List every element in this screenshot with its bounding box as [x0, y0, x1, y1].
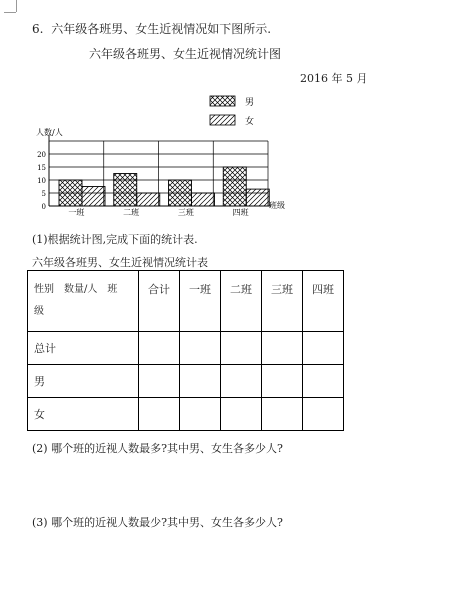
table-cell[interactable] [139, 332, 180, 365]
table-title: 六年级各班男、女生近视情况统计表 [32, 256, 208, 269]
table-header-cell: 一班 [180, 271, 221, 332]
bar-female [246, 189, 269, 206]
table-cell[interactable] [139, 365, 180, 398]
y-tick-label: 0 [41, 203, 46, 211]
bar-male [59, 180, 82, 206]
table-header-cell: 二班 [221, 271, 262, 332]
x-tick-label: 四班 [232, 208, 249, 217]
bar-female [192, 193, 215, 206]
table-cell[interactable] [303, 332, 344, 365]
table-header-row [28, 271, 344, 332]
y-tick-label: 5 [41, 190, 46, 198]
row-label-female: 女 [28, 398, 139, 431]
sub-question-1: (1)根据统计图,完成下面的统计表. [32, 233, 198, 246]
table-cell[interactable] [262, 365, 303, 398]
chart-date: 2016 年 5 月 [300, 72, 368, 85]
sub-question-2: (2) 哪个班的近视人数最多?其中男、女生各多少人? [32, 442, 283, 455]
table-cell[interactable] [180, 365, 221, 398]
corner-bottom-label: 级 [34, 306, 44, 317]
question-text: 六年级各班男、女生近视情况如下图所示. [51, 22, 272, 36]
table-row [28, 398, 344, 431]
table-header-cell: 四班 [303, 271, 344, 332]
table-cell[interactable] [139, 398, 180, 431]
table-header-cell: 三班 [262, 271, 303, 332]
legend-swatch [210, 96, 235, 106]
table-cell[interactable] [180, 332, 221, 365]
table-header-cell: 合计 [139, 271, 180, 332]
chart-title: 六年级各班男、女生近视情况统计图 [89, 47, 282, 61]
bar-female [137, 193, 160, 206]
y-tick-label: 20 [37, 151, 46, 159]
x-axis-label: 班级 [269, 201, 285, 210]
bar-female [82, 187, 105, 207]
sub-question-3: (3) 哪个班的近视人数最少?其中男、女生各多少人? [32, 516, 283, 529]
statistics-table [27, 270, 344, 431]
bar-male [169, 180, 192, 206]
row-label-male: 男 [28, 365, 139, 398]
bar-male [223, 167, 246, 206]
question-number: 6. [32, 22, 44, 36]
y-tick-label: 10 [37, 177, 46, 185]
table-cell[interactable] [303, 365, 344, 398]
table-cell[interactable] [262, 332, 303, 365]
y-axis-label: 人数/人 [36, 128, 63, 137]
corner-top-label: 性别 数量/人 班 [34, 284, 118, 295]
table-corner-cell [28, 271, 139, 332]
row-label-total: 总计 [28, 332, 139, 365]
table-cell[interactable] [180, 398, 221, 431]
x-tick-label: 一班 [68, 208, 85, 217]
bar-male [114, 174, 137, 207]
legend-label: 男 [245, 98, 255, 108]
table-cell[interactable] [221, 398, 262, 431]
y-tick-label: 15 [37, 164, 46, 172]
x-tick-label: 二班 [123, 208, 140, 217]
table-cell[interactable] [221, 332, 262, 365]
table-cell[interactable] [303, 398, 344, 431]
table-cell[interactable] [262, 398, 303, 431]
table-row [28, 365, 344, 398]
table-row [28, 332, 344, 365]
legend-swatch [210, 115, 235, 125]
x-tick-label: 三班 [177, 208, 194, 217]
legend-label: 女 [245, 117, 255, 127]
table-cell[interactable] [221, 365, 262, 398]
